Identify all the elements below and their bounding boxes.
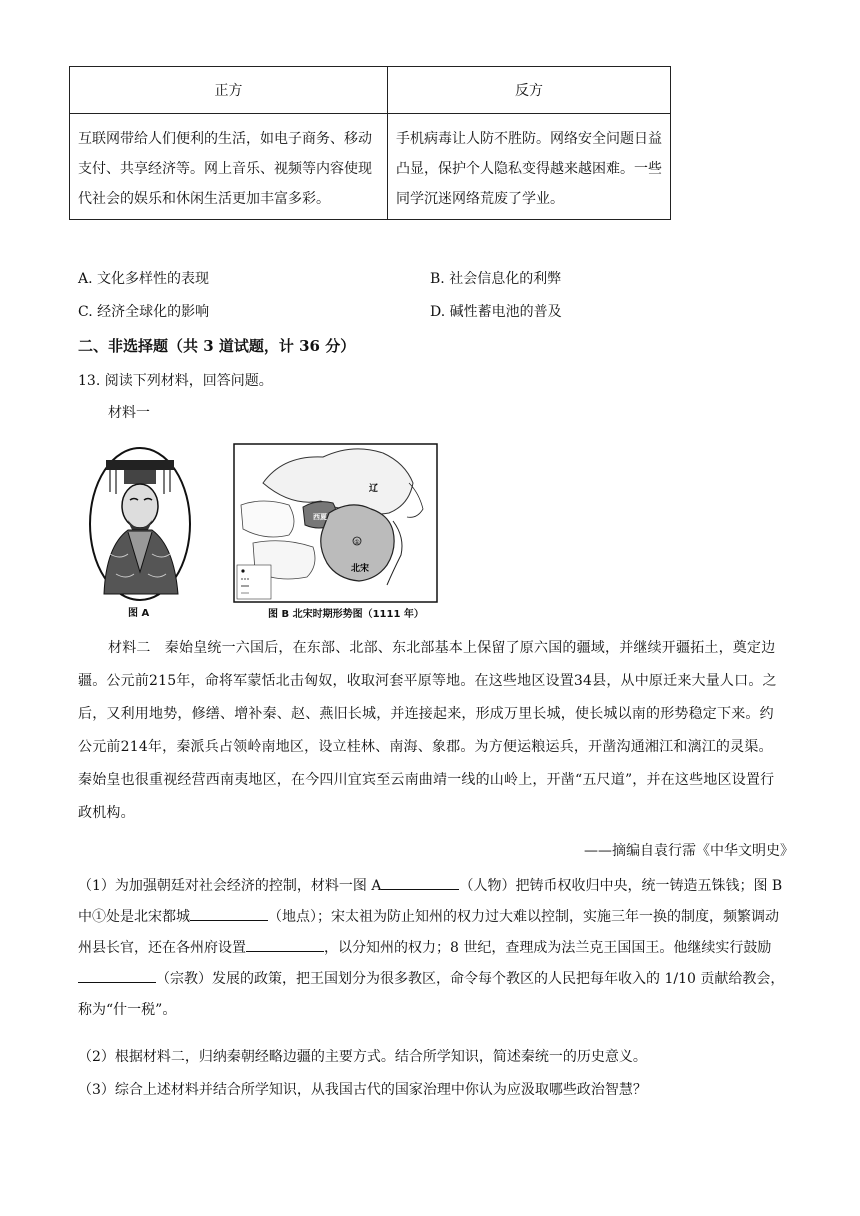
- portrait-figure: [86, 444, 194, 608]
- material2-text: 材料二 秦始皇统一六国后，在东部、北部、东北部基本上保留了原六国的疆域，并继续开疆拓土，奠定边疆。公元前215年，命将军蒙恬北击匈奴，收取河套平原等地。在这些地区设置34县，从中原迁来大量人口。之后，又利用地势，修缮、增补秦、赵、燕旧长城，并连接起来，形成万里长城，使长城以南的形势稳定下来。约公元前214年，秦派兵占领岭南地区，设立桂林、南海、象郡。为方便运粮运兵，开凿沟通湘江和漓江的灵渠。秦始皇也很重视经营西南夷地区，在今四川宜宾至云南曲靖一线的山岭上，开凿“五尺道”，并在这些地区设置行政机构。: [78, 640, 777, 821]
- material2-source: ——摘编自袁行霈《中华文明史》: [584, 843, 794, 859]
- blank-religion[interactable]: [78, 968, 156, 983]
- fig-b-caption: 图 B 北宋时期形势图（1111 年）: [268, 609, 424, 620]
- map-label-beisong: 北宋: [351, 564, 370, 574]
- song-map-figure: [233, 443, 438, 603]
- question-2: （2）根据材料二，归纳秦朝经略边疆的主要方式。结合所学知识，简述秦统一的历史意义。: [78, 1049, 647, 1065]
- blank-person[interactable]: [381, 875, 459, 890]
- option-b: B. 社会信息化的利弊: [430, 271, 562, 287]
- option-a: A. 文化多样性的表现: [78, 271, 210, 287]
- blank-capital[interactable]: [190, 906, 268, 921]
- material1-label: 材料一: [108, 405, 150, 421]
- option-d: D. 碱性蓄电池的普及: [430, 304, 562, 320]
- map-label-xixia: 西夏: [313, 513, 327, 521]
- map-label-liao: 辽: [369, 484, 379, 494]
- question-stem: 13. 阅读下列材料，回答问题。: [78, 373, 273, 389]
- section-title: 二、非选择题（共 3 道试题，计 36 分）: [78, 337, 356, 355]
- option-c: C. 经济全球化的影响: [78, 304, 210, 320]
- question-3: （3）综合上述材料并结合所学知识，从我国古代的国家治理中你认为应汲取哪些政治智慧？: [78, 1082, 647, 1098]
- fig-a-caption: 图 A: [128, 608, 150, 619]
- comparison-table: [69, 66, 671, 220]
- capital-marker: ①: [354, 539, 360, 546]
- blank-official[interactable]: [246, 937, 324, 952]
- table-cell-pro: 互联网带给人们便利的生活，如电子商务、移动支付、共享经济等。网上音乐、视频等内容使现代社会的娱乐和休闲生活更加丰富多彩。: [70, 114, 388, 220]
- question-1: （1）为加强朝廷对社会经济的控制，材料一图 A （人物）把铸币权收归中央，统一铸造五铢钱；图 B 中①处是北宋都城 （地点）；宋太祖为防止知州的权力过大难以控制，实施三年一换的制度，频繁调动州县长官，还在各州府设置 ，以分知州的权力；8 世纪，查理成为法兰克王国国王。他继续实行鼓励（宗教）发展的政策，把王国划分为很多教区，命令每个教区的人民把每年收入的 1/10 贡献给教会，称为“什一税”。: [78, 871, 788, 1026]
- table-header-pro: 正方: [70, 67, 388, 114]
- table-cell-con: 手机病毒让人防不胜防。网络安全问题日益凸显，保护个人隐私变得越来越困难。一些同学沉迷网络荒废了学业。: [388, 114, 671, 220]
- table-header-con: 反方: [388, 67, 671, 114]
